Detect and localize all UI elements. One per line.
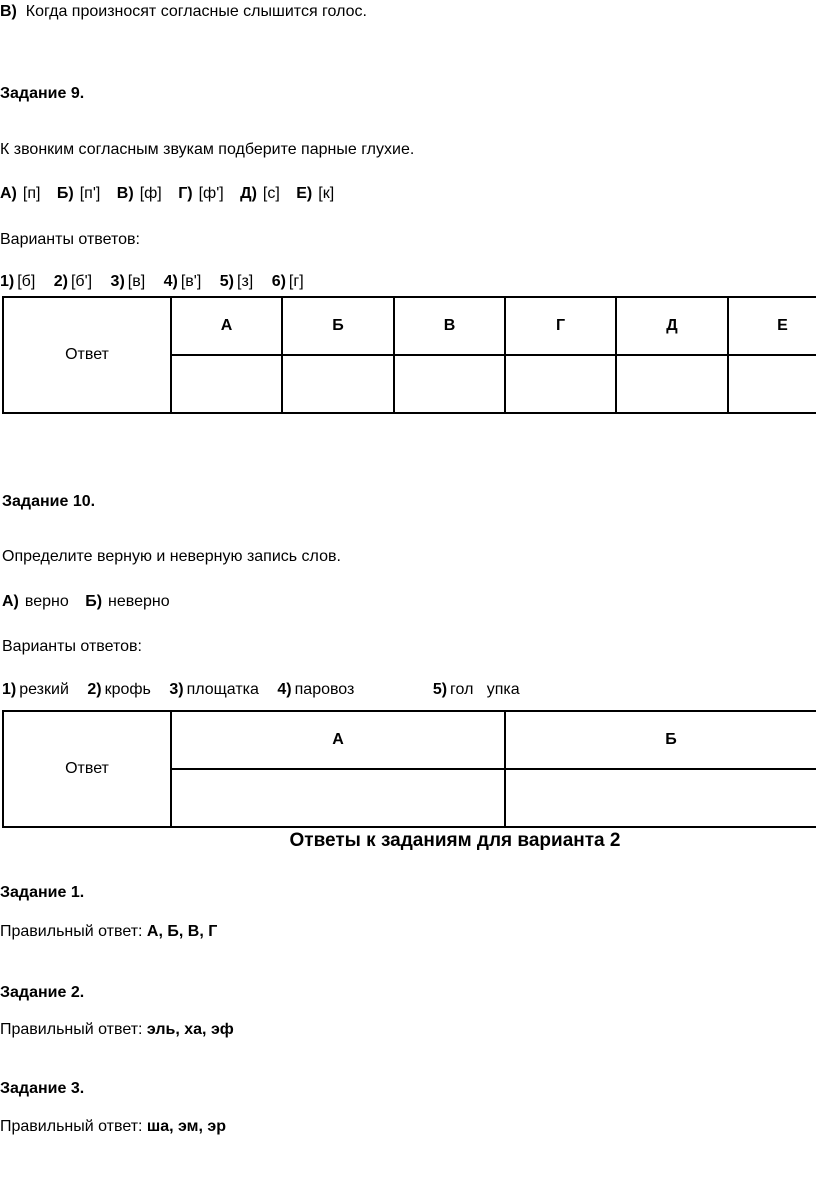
statement-text: Когда произносят согласные слышится голос. <box>25 3 367 20</box>
task9-variant: 6) [г] <box>271 273 304 290</box>
answer2-line <box>0 1020 234 1040</box>
task9-variant: 5) [з] <box>219 273 254 290</box>
task9-options <box>0 184 346 204</box>
task10-variant: 3) площатка <box>169 681 259 698</box>
task10-variant: 1) резкий <box>2 681 69 698</box>
column-header: Б <box>282 297 394 355</box>
task9-variants <box>0 272 318 292</box>
answer-label: Правильный ответ: <box>0 923 143 940</box>
answer-value: эль, ха, эф <box>146 1021 234 1038</box>
answer-cell[interactable] <box>171 769 505 827</box>
column-header: А <box>171 711 505 769</box>
task10-variants <box>2 680 534 700</box>
statement-v <box>0 2 367 22</box>
column-header: Д <box>616 297 728 355</box>
answer-value: А, Б, В, Г <box>146 923 218 940</box>
column-header: Е <box>728 297 816 355</box>
task9-option: В) [ф] <box>116 185 162 202</box>
task10-answer-table <box>2 710 816 828</box>
task9-option: Е) [к] <box>296 185 335 202</box>
task10-option: Б) неверно <box>85 593 170 610</box>
task9-variant: 4) [в'] <box>163 273 202 290</box>
answer-cell[interactable] <box>505 769 816 827</box>
answer1-line <box>0 922 217 942</box>
answer-cell[interactable] <box>394 355 505 413</box>
task9-option: Г) [ф'] <box>178 185 224 202</box>
column-header: Б <box>505 711 816 769</box>
task9-option: Б) [п'] <box>56 185 101 202</box>
task9-title: Задание 9. <box>0 85 85 102</box>
answer-cell[interactable] <box>282 355 394 413</box>
column-header: В <box>394 297 505 355</box>
answer1-title: Задание 1. <box>0 884 85 901</box>
answer-value: ша, эм, эр <box>146 1118 227 1135</box>
task9-variant: 3) [в] <box>110 273 146 290</box>
task9-option: Д) [с] <box>240 185 280 202</box>
answer-cell[interactable] <box>505 355 616 413</box>
task10-variant: 5) гол упка <box>432 681 520 698</box>
answer-cell[interactable] <box>171 355 282 413</box>
answer-label: Правильный ответ: <box>0 1021 143 1038</box>
answer-row-label: Ответ <box>3 297 171 413</box>
answer3-title: Задание 3. <box>0 1080 85 1097</box>
answer-cell[interactable] <box>616 355 728 413</box>
task10-variant: 2) крофь <box>87 681 151 698</box>
answer-label: Правильный ответ: <box>0 1118 143 1135</box>
task9-variant: 1) [б] <box>0 273 36 290</box>
task9-answer-table <box>2 296 816 414</box>
task10-variant: 4) паровоз <box>277 681 355 698</box>
column-header: Г <box>505 297 616 355</box>
task9-option: А) [п] <box>0 185 41 202</box>
answers-heading: Ответы к заданиям для варианта 2 <box>289 830 621 851</box>
task9-instruction: К звонким согласным звукам подберите парные глухие. <box>0 141 415 158</box>
answer-row-label: Ответ <box>3 711 171 827</box>
answer-cell[interactable] <box>728 355 816 413</box>
task10-options <box>2 592 182 612</box>
task10-variants-label: Варианты ответов: <box>2 638 142 655</box>
task10-instruction: Определите верную и неверную запись слов. <box>2 548 341 565</box>
answer2-title: Задание 2. <box>0 984 85 1001</box>
task9-variant: 2) [б'] <box>53 273 93 290</box>
answer3-line <box>0 1117 226 1137</box>
statement-prefix: В) <box>0 3 17 20</box>
task10-title: Задание 10. <box>2 493 96 510</box>
task10-option: А) верно <box>2 593 69 610</box>
task9-variants-label: Варианты ответов: <box>0 231 140 248</box>
column-header: А <box>171 297 282 355</box>
